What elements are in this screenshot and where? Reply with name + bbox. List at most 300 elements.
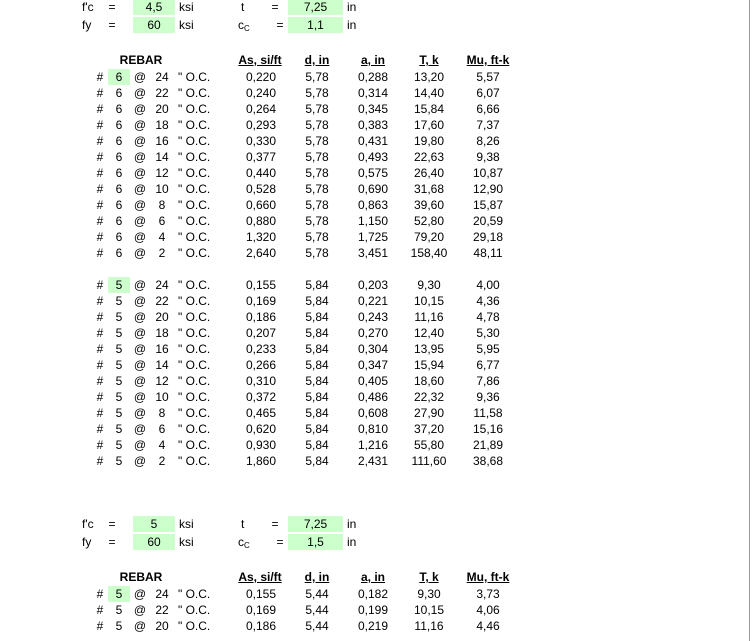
oc-label: " O.C. bbox=[178, 342, 211, 356]
spacing: 16 bbox=[155, 134, 169, 148]
spacing: 22 bbox=[155, 603, 169, 617]
t-value: 19,80 bbox=[413, 134, 445, 148]
at-sign: @ bbox=[133, 198, 147, 212]
mu-value: 15,87 bbox=[472, 198, 504, 212]
spacing: 20 bbox=[155, 619, 169, 633]
d-value: 5,78 bbox=[305, 166, 329, 180]
bar-size: 6 bbox=[115, 182, 123, 196]
mu-value: 6,66 bbox=[476, 102, 500, 116]
d-value: 5,84 bbox=[305, 374, 329, 388]
cc-input[interactable]: 1,1 bbox=[288, 17, 343, 33]
t-input[interactable]: 7,25 bbox=[288, 516, 343, 532]
oc-label: " O.C. bbox=[178, 310, 211, 324]
rebar-hash: # bbox=[96, 150, 104, 164]
a-value: 0,405 bbox=[357, 374, 389, 388]
a-value: 0,863 bbox=[357, 198, 389, 212]
a-value: 3,451 bbox=[357, 246, 389, 260]
bar-size: 5 bbox=[115, 390, 123, 404]
fy-equals: = bbox=[108, 535, 116, 549]
rebar-hash: # bbox=[96, 118, 104, 132]
t-value: 26,40 bbox=[413, 166, 445, 180]
d-value: 5,78 bbox=[305, 198, 329, 212]
mu-value: 48,11 bbox=[473, 246, 503, 260]
a-value: 0,431 bbox=[357, 134, 389, 148]
header-mu: Mu, ft-k bbox=[466, 570, 510, 584]
header-rebar: REBAR bbox=[119, 53, 163, 67]
header-as: As, si/ft bbox=[238, 53, 282, 67]
mu-value: 5,57 bbox=[476, 70, 500, 84]
mu-value: 38,68 bbox=[472, 454, 504, 468]
oc-label: " O.C. bbox=[178, 246, 211, 260]
t-value: 14,40 bbox=[413, 86, 445, 100]
spacing: 20 bbox=[155, 310, 169, 324]
d-value: 5,84 bbox=[305, 294, 329, 308]
mu-value: 15,16 bbox=[472, 422, 504, 436]
as-value: 0,465 bbox=[245, 406, 277, 420]
fy-label: fy bbox=[82, 535, 92, 549]
d-value: 5,44 bbox=[305, 619, 329, 633]
at-sign: @ bbox=[133, 422, 147, 436]
mu-value: 5,30 bbox=[476, 326, 500, 340]
at-sign: @ bbox=[133, 86, 147, 100]
a-value: 0,575 bbox=[357, 166, 389, 180]
header-d: d, in bbox=[304, 53, 330, 67]
spacing: 22 bbox=[155, 86, 169, 100]
spacing: 6 bbox=[158, 214, 166, 228]
a-value: 0,493 bbox=[357, 150, 389, 164]
spacing: 18 bbox=[155, 118, 169, 132]
bar-size: 6 bbox=[115, 246, 123, 260]
cc-label bbox=[238, 534, 262, 550]
fy-equals: = bbox=[108, 18, 116, 32]
at-sign: @ bbox=[133, 214, 147, 228]
as-value: 0,155 bbox=[245, 587, 277, 601]
a-value: 1,216 bbox=[357, 438, 389, 452]
rebar-hash: # bbox=[96, 406, 104, 420]
spacing: 4 bbox=[158, 230, 166, 244]
mu-value: 5,95 bbox=[476, 342, 500, 356]
bar-size: 6 bbox=[115, 86, 123, 100]
header-mu: Mu, ft-k bbox=[466, 53, 510, 67]
bar-size: 5 bbox=[115, 438, 123, 452]
t-value: 9,30 bbox=[417, 587, 441, 601]
rebar-hash: # bbox=[96, 230, 104, 244]
t-unit: in bbox=[347, 517, 357, 531]
spacing: 22 bbox=[155, 294, 169, 308]
spacing: 24 bbox=[155, 278, 169, 292]
t-value: 17,60 bbox=[413, 118, 445, 132]
at-sign: @ bbox=[133, 70, 147, 84]
a-value: 0,383 bbox=[357, 118, 389, 132]
rebar-hash: # bbox=[96, 438, 104, 452]
rebar-hash: # bbox=[96, 358, 104, 372]
cc-label bbox=[238, 17, 262, 33]
oc-label: " O.C. bbox=[178, 374, 211, 388]
spacing: 24 bbox=[155, 70, 169, 84]
at-sign: @ bbox=[133, 603, 147, 617]
d-value: 5,84 bbox=[305, 342, 329, 356]
bar-size[interactable]: 6 bbox=[108, 69, 130, 85]
rebar-hash: # bbox=[96, 342, 104, 356]
at-sign: @ bbox=[133, 294, 147, 308]
bar-size: 5 bbox=[115, 454, 123, 468]
as-value: 0,220 bbox=[245, 70, 277, 84]
spacing: 16 bbox=[155, 342, 169, 356]
t-value: 13,95 bbox=[413, 342, 445, 356]
cc-input[interactable]: 1,5 bbox=[288, 534, 343, 550]
bar-size: 6 bbox=[115, 230, 123, 244]
header-t: T, k bbox=[419, 570, 439, 584]
mu-value: 9,38 bbox=[476, 150, 500, 164]
fc-input[interactable]: 4,5 bbox=[133, 0, 175, 15]
as-value: 0,330 bbox=[245, 134, 277, 148]
as-value: 0,186 bbox=[245, 619, 277, 633]
mu-value: 7,37 bbox=[476, 118, 500, 132]
bar-size: 5 bbox=[115, 326, 123, 340]
at-sign: @ bbox=[133, 166, 147, 180]
fy-unit: ksi bbox=[179, 18, 194, 32]
a-value: 0,345 bbox=[357, 102, 389, 116]
fc-equals: = bbox=[108, 0, 116, 14]
bar-size: 5 bbox=[115, 619, 123, 633]
d-value: 5,84 bbox=[305, 422, 329, 436]
spacing: 2 bbox=[158, 454, 166, 468]
oc-label: " O.C. bbox=[178, 134, 211, 148]
mu-value: 4,00 bbox=[476, 278, 500, 292]
bar-size: 6 bbox=[115, 102, 123, 116]
cc-unit: in bbox=[347, 18, 357, 32]
at-sign: @ bbox=[133, 230, 147, 244]
as-value: 0,372 bbox=[245, 390, 277, 404]
bar-size: 6 bbox=[115, 134, 123, 148]
oc-label: " O.C. bbox=[178, 150, 211, 164]
spacing: 8 bbox=[158, 406, 166, 420]
as-value: 0,440 bbox=[245, 166, 277, 180]
t-value: 31,68 bbox=[413, 182, 445, 196]
at-sign: @ bbox=[133, 406, 147, 420]
mu-value: 4,06 bbox=[476, 603, 500, 617]
cc-equals: = bbox=[276, 18, 284, 32]
bar-size: 6 bbox=[115, 198, 123, 212]
d-value: 5,78 bbox=[305, 118, 329, 132]
oc-label: " O.C. bbox=[178, 326, 211, 340]
a-value: 0,182 bbox=[357, 587, 389, 601]
t-value: 111,60 bbox=[411, 454, 447, 468]
mu-value: 12,90 bbox=[472, 182, 504, 196]
oc-label: " O.C. bbox=[178, 438, 211, 452]
rebar-hash: # bbox=[96, 603, 104, 617]
t-input[interactable]: 7,25 bbox=[288, 0, 343, 15]
at-sign: @ bbox=[133, 342, 147, 356]
as-value: 0,266 bbox=[245, 358, 277, 372]
oc-label: " O.C. bbox=[178, 603, 211, 617]
oc-label: " O.C. bbox=[178, 587, 211, 601]
d-value: 5,84 bbox=[305, 438, 329, 452]
t-value: 22,32 bbox=[413, 390, 445, 404]
spacing: 24 bbox=[155, 587, 169, 601]
rebar-hash: # bbox=[96, 102, 104, 116]
cc-label-sub: C bbox=[244, 541, 250, 550]
a-value: 1,725 bbox=[357, 230, 389, 244]
bar-size: 5 bbox=[115, 422, 123, 436]
fy-unit: ksi bbox=[179, 535, 194, 549]
oc-label: " O.C. bbox=[178, 86, 211, 100]
as-value: 0,155 bbox=[245, 278, 277, 292]
at-sign: @ bbox=[133, 454, 147, 468]
d-value: 5,84 bbox=[305, 326, 329, 340]
t-value: 22,63 bbox=[413, 150, 445, 164]
rebar-hash: # bbox=[96, 182, 104, 196]
bar-size: 5 bbox=[115, 358, 123, 372]
as-value: 0,660 bbox=[245, 198, 277, 212]
d-value: 5,78 bbox=[305, 86, 329, 100]
mu-value: 9,36 bbox=[476, 390, 500, 404]
as-value: 0,377 bbox=[245, 150, 277, 164]
at-sign: @ bbox=[133, 246, 147, 260]
d-value: 5,84 bbox=[305, 390, 329, 404]
rebar-hash: # bbox=[96, 86, 104, 100]
mu-value: 11,58 bbox=[473, 406, 503, 420]
spacing: 2 bbox=[158, 246, 166, 260]
at-sign: @ bbox=[133, 310, 147, 324]
header-as: As, si/ft bbox=[238, 570, 282, 584]
oc-label: " O.C. bbox=[178, 102, 211, 116]
cc-label-sub: C bbox=[244, 24, 250, 33]
t-label: t bbox=[241, 517, 245, 531]
t-label: t bbox=[241, 0, 245, 14]
at-sign: @ bbox=[133, 278, 147, 292]
a-value: 2,431 bbox=[357, 454, 389, 468]
d-value: 5,84 bbox=[305, 454, 329, 468]
fc-label: f'c bbox=[82, 517, 94, 531]
a-value: 0,199 bbox=[357, 603, 389, 617]
mu-value: 3,73 bbox=[476, 587, 500, 601]
rebar-hash: # bbox=[96, 278, 104, 292]
rebar-hash: # bbox=[96, 198, 104, 212]
a-value: 0,288 bbox=[357, 70, 389, 84]
at-sign: @ bbox=[133, 182, 147, 196]
t-value: 10,15 bbox=[413, 294, 445, 308]
d-value: 5,78 bbox=[305, 70, 329, 84]
rebar-hash: # bbox=[96, 134, 104, 148]
header-a: a, in bbox=[360, 53, 385, 67]
at-sign: @ bbox=[133, 118, 147, 132]
t-equals: = bbox=[271, 517, 279, 531]
fc-unit: ksi bbox=[179, 0, 194, 14]
spacing: 18 bbox=[155, 326, 169, 340]
mu-value: 29,18 bbox=[472, 230, 504, 244]
a-value: 0,270 bbox=[357, 326, 389, 340]
as-value: 1,320 bbox=[245, 230, 277, 244]
as-value: 0,233 bbox=[245, 342, 277, 356]
bar-size[interactable]: 5 bbox=[108, 277, 130, 293]
spacing: 10 bbox=[155, 182, 169, 196]
as-value: 0,930 bbox=[245, 438, 277, 452]
bar-size: 5 bbox=[115, 406, 123, 420]
rebar-hash: # bbox=[96, 374, 104, 388]
t-value: 15,84 bbox=[413, 102, 445, 116]
spacing: 12 bbox=[155, 374, 169, 388]
cc-label-main: c bbox=[238, 18, 244, 32]
d-value: 5,78 bbox=[305, 182, 329, 196]
mu-value: 21,89 bbox=[472, 438, 504, 452]
a-value: 0,486 bbox=[357, 390, 389, 404]
fc-input[interactable]: 5 bbox=[133, 516, 175, 532]
oc-label: " O.C. bbox=[178, 182, 211, 196]
rebar-hash: # bbox=[96, 587, 104, 601]
spacing: 6 bbox=[158, 422, 166, 436]
as-value: 0,169 bbox=[245, 603, 277, 617]
t-value: 79,20 bbox=[413, 230, 445, 244]
oc-label: " O.C. bbox=[178, 390, 211, 404]
oc-label: " O.C. bbox=[178, 198, 211, 212]
header-d: d, in bbox=[304, 570, 330, 584]
spacing: 8 bbox=[158, 198, 166, 212]
mu-value: 20,59 bbox=[472, 214, 504, 228]
oc-label: " O.C. bbox=[178, 454, 211, 468]
at-sign: @ bbox=[133, 134, 147, 148]
at-sign: @ bbox=[133, 358, 147, 372]
a-value: 0,243 bbox=[357, 310, 389, 324]
oc-label: " O.C. bbox=[178, 294, 211, 308]
t-value: 37,20 bbox=[413, 422, 445, 436]
fc-equals: = bbox=[108, 517, 116, 531]
oc-label: " O.C. bbox=[178, 358, 211, 372]
oc-label: " O.C. bbox=[178, 118, 211, 132]
t-equals: = bbox=[271, 0, 279, 14]
oc-label: " O.C. bbox=[178, 214, 211, 228]
t-value: 55,80 bbox=[413, 438, 445, 452]
bar-size: 5 bbox=[115, 310, 123, 324]
mu-value: 6,77 bbox=[476, 358, 500, 372]
rebar-hash: # bbox=[96, 214, 104, 228]
mu-value: 4,46 bbox=[476, 619, 500, 633]
a-value: 0,304 bbox=[357, 342, 389, 356]
t-value: 15,94 bbox=[413, 358, 445, 372]
d-value: 5,78 bbox=[305, 214, 329, 228]
rebar-hash: # bbox=[96, 246, 104, 260]
as-value: 0,207 bbox=[245, 326, 277, 340]
sheet-right-border bbox=[749, 0, 750, 641]
as-value: 0,293 bbox=[245, 118, 277, 132]
mu-value: 4,78 bbox=[476, 310, 500, 324]
at-sign: @ bbox=[133, 619, 147, 633]
oc-label: " O.C. bbox=[178, 230, 211, 244]
bar-size: 6 bbox=[115, 214, 123, 228]
fy-input[interactable]: 60 bbox=[133, 534, 175, 550]
bar-size[interactable]: 5 bbox=[108, 586, 130, 602]
fc-unit: ksi bbox=[179, 517, 194, 531]
fc-label: f'c bbox=[82, 0, 94, 14]
bar-size: 5 bbox=[115, 374, 123, 388]
as-value: 0,880 bbox=[245, 214, 277, 228]
as-value: 0,264 bbox=[245, 102, 277, 116]
header-rebar: REBAR bbox=[119, 570, 163, 584]
spacing: 12 bbox=[155, 166, 169, 180]
bar-size: 6 bbox=[115, 150, 123, 164]
at-sign: @ bbox=[133, 390, 147, 404]
bar-size: 5 bbox=[115, 342, 123, 356]
as-value: 2,640 bbox=[245, 246, 277, 260]
d-value: 5,84 bbox=[305, 406, 329, 420]
spacing: 10 bbox=[155, 390, 169, 404]
t-value: 12,40 bbox=[413, 326, 445, 340]
at-sign: @ bbox=[133, 150, 147, 164]
at-sign: @ bbox=[133, 374, 147, 388]
d-value: 5,78 bbox=[305, 246, 329, 260]
t-unit: in bbox=[347, 0, 357, 14]
oc-label: " O.C. bbox=[178, 70, 211, 84]
header-a: a, in bbox=[360, 570, 385, 584]
oc-label: " O.C. bbox=[178, 619, 211, 633]
cc-unit: in bbox=[347, 535, 357, 549]
cc-equals: = bbox=[276, 535, 284, 549]
d-value: 5,78 bbox=[305, 230, 329, 244]
a-value: 0,810 bbox=[357, 422, 389, 436]
oc-label: " O.C. bbox=[178, 422, 211, 436]
t-value: 39,60 bbox=[413, 198, 445, 212]
at-sign: @ bbox=[133, 438, 147, 452]
rebar-hash: # bbox=[96, 310, 104, 324]
as-value: 0,186 bbox=[245, 310, 277, 324]
as-value: 0,310 bbox=[245, 374, 277, 388]
rebar-hash: # bbox=[96, 166, 104, 180]
bar-size: 5 bbox=[115, 294, 123, 308]
a-value: 0,314 bbox=[357, 86, 389, 100]
t-value: 52,80 bbox=[413, 214, 445, 228]
a-value: 0,203 bbox=[357, 278, 389, 292]
t-value: 27,90 bbox=[413, 406, 445, 420]
rebar-hash: # bbox=[96, 454, 104, 468]
rebar-hash: # bbox=[96, 294, 104, 308]
as-value: 0,620 bbox=[245, 422, 277, 436]
bar-size: 5 bbox=[115, 603, 123, 617]
t-value: 18,60 bbox=[413, 374, 445, 388]
d-value: 5,84 bbox=[305, 278, 329, 292]
mu-value: 6,07 bbox=[476, 86, 500, 100]
as-value: 0,528 bbox=[245, 182, 277, 196]
at-sign: @ bbox=[133, 587, 147, 601]
d-value: 5,78 bbox=[305, 150, 329, 164]
as-value: 0,169 bbox=[245, 294, 277, 308]
rebar-hash: # bbox=[96, 422, 104, 436]
mu-value: 8,26 bbox=[476, 134, 500, 148]
t-value: 10,15 bbox=[413, 603, 445, 617]
oc-label: " O.C. bbox=[178, 406, 211, 420]
spacing: 20 bbox=[155, 102, 169, 116]
a-value: 0,608 bbox=[357, 406, 389, 420]
fy-label: fy bbox=[82, 18, 92, 32]
rebar-hash: # bbox=[96, 619, 104, 633]
t-value: 13,20 bbox=[413, 70, 445, 84]
bar-size: 6 bbox=[115, 166, 123, 180]
mu-value: 4,36 bbox=[476, 294, 500, 308]
a-value: 0,221 bbox=[357, 294, 389, 308]
rebar-hash: # bbox=[96, 390, 104, 404]
d-value: 5,44 bbox=[305, 603, 329, 617]
a-value: 0,219 bbox=[357, 619, 389, 633]
cc-label-main: c bbox=[238, 535, 244, 549]
d-value: 5,84 bbox=[305, 310, 329, 324]
fy-input[interactable]: 60 bbox=[133, 17, 175, 33]
at-sign: @ bbox=[133, 326, 147, 340]
as-value: 1,860 bbox=[245, 454, 277, 468]
oc-label: " O.C. bbox=[178, 166, 211, 180]
d-value: 5,84 bbox=[305, 358, 329, 372]
as-value: 0,240 bbox=[245, 86, 277, 100]
oc-label: " O.C. bbox=[178, 278, 211, 292]
at-sign: @ bbox=[133, 102, 147, 116]
